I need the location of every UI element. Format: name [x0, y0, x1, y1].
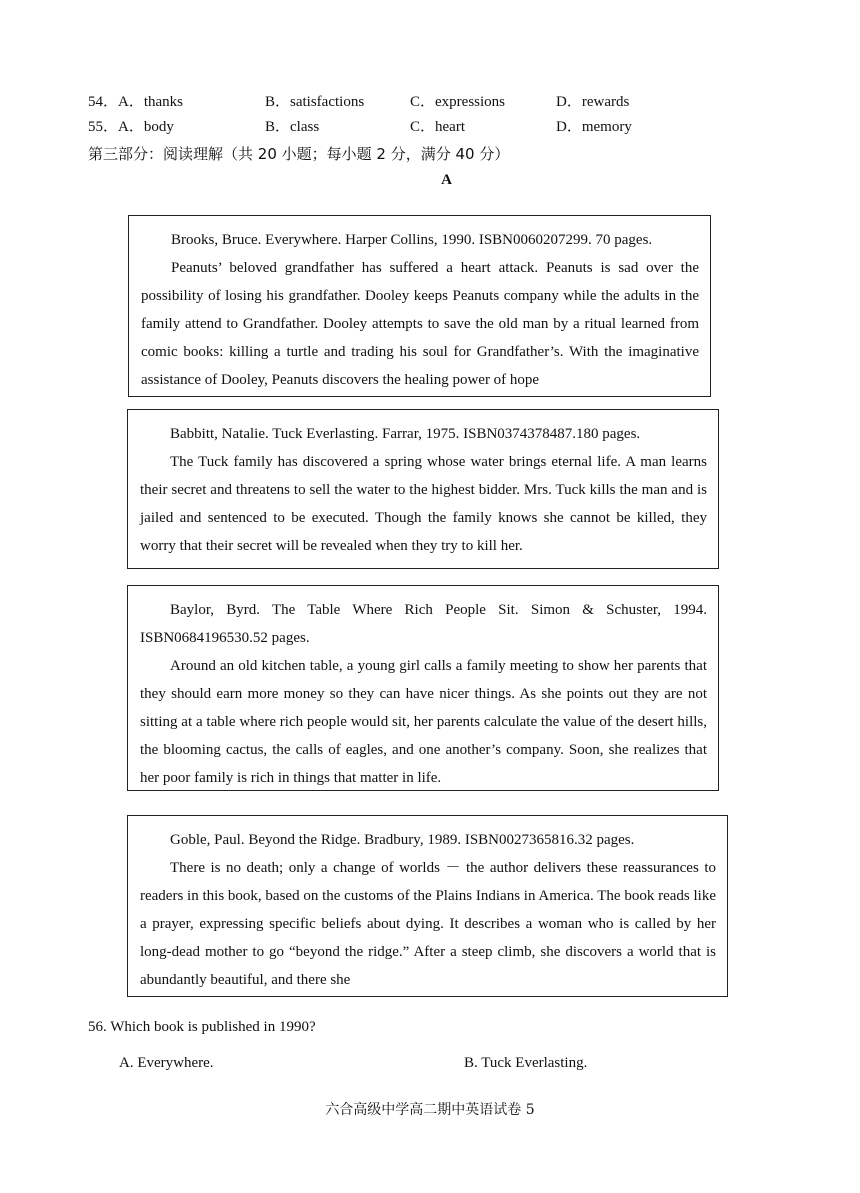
- book-citation: Babbitt, Natalie. Tuck Everlasting. Farrar, 1975. ISBN0374378487.180 pages.: [170, 426, 641, 442]
- page-footer: 六合高级中学高二期中英语试卷 5: [325, 1102, 535, 1118]
- option-55-d: D．memory: [556, 119, 632, 135]
- book-entry-everywhere: [128, 215, 711, 397]
- book-citation: Baylor, Byrd. The Table Where Rich People Sit. Simon & Schuster, 1994. ISBN0684196530.52 pages.: [140, 602, 707, 646]
- book-entry-tuck-everlasting: [127, 409, 719, 569]
- option-54-b: B．satisfactions: [265, 94, 365, 110]
- option-55-b: B．class: [265, 119, 320, 135]
- question-55-number: 55．: [88, 119, 119, 135]
- option-54-d: D．rewards: [556, 94, 630, 110]
- book-summary: Peanuts’ beloved grandfather has suffered a heart attack. Peanuts is sad over the possibility of losing his grandfather. Dooley keeps Peanuts company while the adults in the family attend to Grandfather. Dooley attempts to save the old man by a ritual learned from comic books: killing a turtle and trading his soul for Grandfather’s. With the imaginative assistance of Dooley, Peanuts discovers the healing power of hope: [141, 260, 699, 388]
- option-55-a: [88, 116, 174, 138]
- question-56: 56. Which book is published in 1990?: [88, 1019, 316, 1035]
- book-summary: Around an old kitchen table, a young girl calls a family meeting to show her parents that they should earn more money so they can have nicer things. As she points out they are not sitting at a table where rich people would sit, her parents calculate the value of the desert hills, the blooming cactus, the calls of eagles, and one another’s company. Soon, she realizes that her poor family is rich in things that matter in life.: [140, 658, 707, 786]
- answer-56-b: B. Tuck Everlasting.: [464, 1055, 588, 1071]
- section-heading: 第三部分：阅读理解（共 20 小题；每小题 2 分，满分 40 分）: [88, 145, 510, 163]
- book-entry-table-where-rich-people-sit: [127, 585, 719, 791]
- option-54-c: C．expressions: [410, 94, 505, 110]
- part-letter: A: [441, 172, 452, 188]
- option-55-c: C．heart: [410, 119, 465, 135]
- book-summary: There is no death; only a change of worlds － the author delivers these reassurances to readers in this book, based on the customs of the Plains Indians in America. The book reads like a prayer, expressing specific beliefs about dying. It describes a woman who is called by her long-dead mother to go “beyond the ridge.” After a steep climb, she discovers a world that is abundantly beautiful, and there she: [140, 860, 716, 988]
- option-55-a-text: A．body: [118, 119, 174, 135]
- book-citation: Goble, Paul. Beyond the Ridge. Bradbury, 1989. ISBN0027365816.32 pages.: [170, 832, 635, 848]
- option-54-a-text: A．thanks: [118, 94, 184, 110]
- answer-56-a: A. Everywhere.: [119, 1055, 214, 1071]
- question-54-number: 54．: [88, 94, 119, 110]
- book-citation: Brooks, Bruce. Everywhere. Harper Collins, 1990. ISBN0060207299. 70 pages.: [171, 232, 653, 248]
- book-entry-beyond-the-ridge: [127, 815, 728, 997]
- book-summary: The Tuck family has discovered a spring whose water brings eternal life. A man learns their secret and threatens to sell the water to the highest bidder. Mrs. Tuck kills the man and is jailed and sentenced to be executed. Though the family knows she cannot be killed, they worry that their secret will be revealed when they try to kill her.: [140, 454, 707, 554]
- option-54-a: [88, 91, 183, 113]
